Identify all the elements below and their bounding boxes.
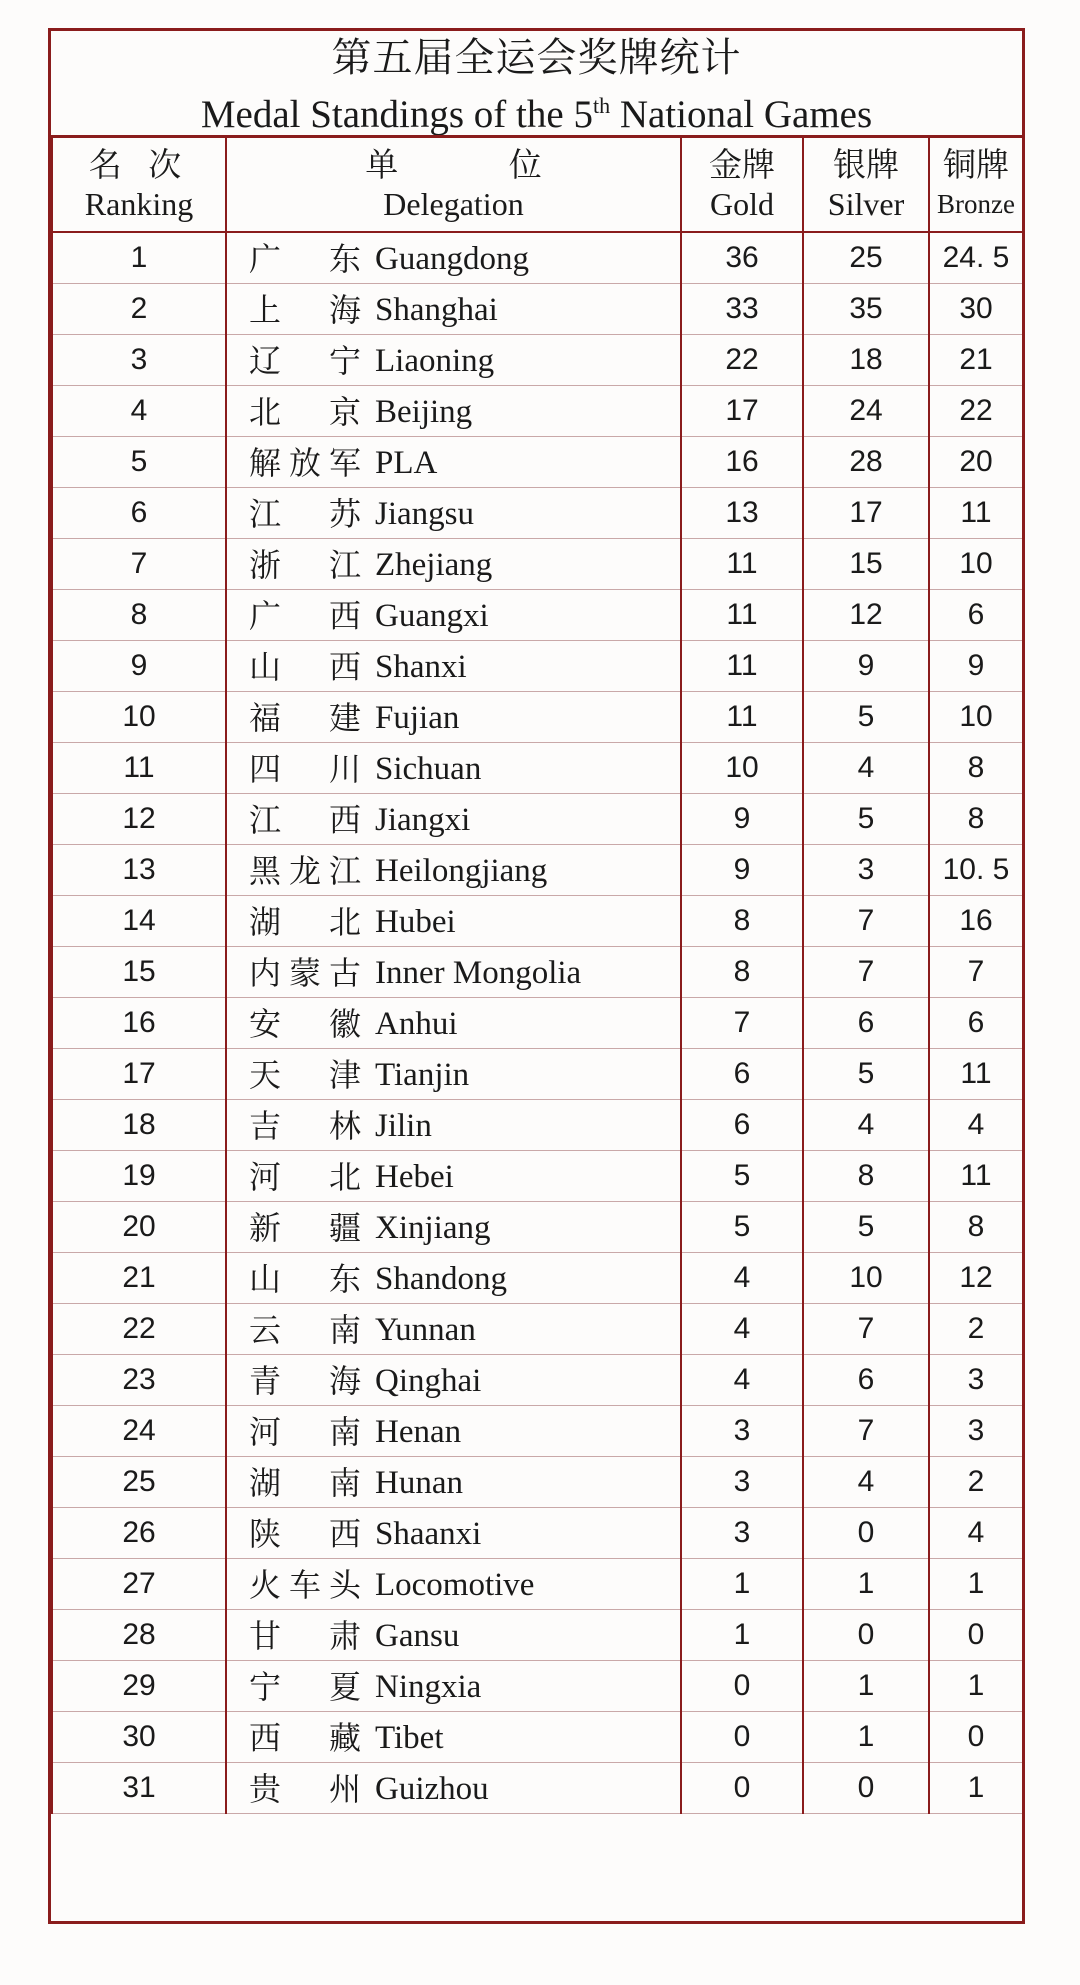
delegation-name-en: Hunan <box>375 1465 463 1502</box>
cell-silver: 18 <box>803 335 929 386</box>
delegation-name-en: Beijing <box>375 394 473 431</box>
header-delegation-cn: 单 位 <box>365 145 542 184</box>
cell-bronze: 8 <box>929 1202 1023 1253</box>
table-row <box>52 539 1023 590</box>
cell-rank: 8 <box>52 590 226 641</box>
cell-gold: 11 <box>681 641 803 692</box>
delegation-name-cn: 北京 <box>249 393 361 432</box>
delegation-name-en: Sichuan <box>375 751 482 788</box>
cell-silver: 0 <box>803 1763 929 1814</box>
medal-table <box>51 135 1024 1814</box>
cell-bronze: 12 <box>929 1253 1023 1304</box>
cell-bronze: 3 <box>929 1406 1023 1457</box>
cell-gold: 36 <box>681 232 803 284</box>
cell-delegation <box>226 896 681 947</box>
cell-bronze: 11 <box>929 1049 1023 1100</box>
cell-silver: 6 <box>803 998 929 1049</box>
table-row <box>52 1610 1023 1661</box>
header-delegation <box>226 136 681 232</box>
cell-delegation <box>226 1661 681 1712</box>
delegation-name-cn: 吉林 <box>249 1107 361 1146</box>
cell-delegation <box>226 1253 681 1304</box>
delegation-name-cn: 浙江 <box>249 546 361 585</box>
cell-gold: 5 <box>681 1202 803 1253</box>
cell-delegation <box>226 539 681 590</box>
cell-rank: 15 <box>52 947 226 998</box>
delegation-name-en: Ningxia <box>375 1669 482 1706</box>
delegation-name-en: Xinjiang <box>375 1210 491 1247</box>
delegation-name-cn: 江西 <box>249 801 361 840</box>
cell-gold: 4 <box>681 1253 803 1304</box>
cell-bronze: 3 <box>929 1355 1023 1406</box>
cell-bronze: 1 <box>929 1763 1023 1814</box>
delegation-name-en: Gansu <box>375 1618 460 1655</box>
cell-bronze: 6 <box>929 998 1023 1049</box>
table-row <box>52 1763 1023 1814</box>
title-block <box>51 31 1022 138</box>
delegation-name-cn: 江苏 <box>249 495 361 534</box>
delegation-name-cn: 火车头 <box>249 1566 361 1605</box>
title-english-suffix: National Games <box>610 93 873 136</box>
delegation-name-en: Heilongjiang <box>375 853 548 890</box>
cell-gold: 1 <box>681 1559 803 1610</box>
table-row <box>52 998 1023 1049</box>
cell-gold: 7 <box>681 998 803 1049</box>
cell-rank: 4 <box>52 386 226 437</box>
cell-gold: 11 <box>681 539 803 590</box>
cell-gold: 6 <box>681 1049 803 1100</box>
cell-delegation <box>226 1202 681 1253</box>
delegation-name-cn: 天津 <box>249 1056 361 1095</box>
table-row <box>52 284 1023 335</box>
cell-bronze: 10. 5 <box>929 845 1023 896</box>
cell-bronze: 7 <box>929 947 1023 998</box>
delegation-name-cn: 黑龙江 <box>249 852 361 891</box>
cell-gold: 0 <box>681 1763 803 1814</box>
cell-rank: 20 <box>52 1202 226 1253</box>
delegation-name-en: Qinghai <box>375 1363 482 1400</box>
cell-bronze: 10 <box>929 539 1023 590</box>
table-row <box>52 1559 1023 1610</box>
header-silver-en: Silver <box>827 186 905 222</box>
cell-bronze: 21 <box>929 335 1023 386</box>
cell-silver: 5 <box>803 1049 929 1100</box>
table-row <box>52 641 1023 692</box>
delegation-name-cn: 湖北 <box>249 903 361 942</box>
delegation-name-cn: 广东 <box>249 240 361 279</box>
cell-delegation <box>226 998 681 1049</box>
cell-rank: 18 <box>52 1100 226 1151</box>
delegation-name-en: Locomotive <box>375 1567 535 1604</box>
cell-silver: 7 <box>803 1304 929 1355</box>
table-row <box>52 1661 1023 1712</box>
cell-bronze: 2 <box>929 1304 1023 1355</box>
delegation-name-cn: 宁夏 <box>249 1668 361 1707</box>
cell-silver: 0 <box>803 1610 929 1661</box>
cell-silver: 15 <box>803 539 929 590</box>
cell-gold: 1 <box>681 1610 803 1661</box>
cell-gold: 0 <box>681 1712 803 1763</box>
cell-gold: 9 <box>681 794 803 845</box>
cell-silver: 7 <box>803 1406 929 1457</box>
cell-gold: 4 <box>681 1304 803 1355</box>
cell-delegation <box>226 794 681 845</box>
delegation-name-cn: 贵州 <box>249 1770 361 1809</box>
header-bronze <box>929 136 1023 232</box>
delegation-name-cn: 辽宁 <box>249 342 361 381</box>
delegation-name-cn: 新疆 <box>249 1209 361 1248</box>
header-row <box>52 136 1023 232</box>
cell-delegation <box>226 232 681 284</box>
delegation-name-en: Shanxi <box>375 649 467 686</box>
delegation-name-cn: 西藏 <box>249 1719 361 1758</box>
cell-gold: 11 <box>681 692 803 743</box>
cell-gold: 33 <box>681 284 803 335</box>
delegation-name-cn: 青海 <box>249 1362 361 1401</box>
cell-silver: 1 <box>803 1661 929 1712</box>
table-row <box>52 1457 1023 1508</box>
cell-silver: 5 <box>803 692 929 743</box>
cell-silver: 7 <box>803 896 929 947</box>
delegation-name-en: Henan <box>375 1414 462 1451</box>
cell-delegation <box>226 1151 681 1202</box>
delegation-name-cn: 内蒙古 <box>249 954 361 993</box>
cell-bronze: 2 <box>929 1457 1023 1508</box>
cell-silver: 7 <box>803 947 929 998</box>
table-row <box>52 1202 1023 1253</box>
delegation-name-cn: 河南 <box>249 1413 361 1452</box>
delegation-name-en: Jiangsu <box>375 496 474 533</box>
cell-rank: 30 <box>52 1712 226 1763</box>
cell-rank: 16 <box>52 998 226 1049</box>
header-gold-cn: 金牌 <box>709 145 775 184</box>
cell-bronze: 6 <box>929 590 1023 641</box>
delegation-name-en: Fujian <box>375 700 460 737</box>
table-row <box>52 743 1023 794</box>
cell-delegation <box>226 1610 681 1661</box>
header-silver <box>803 136 929 232</box>
cell-gold: 16 <box>681 437 803 488</box>
delegation-name-en: Yunnan <box>375 1312 476 1349</box>
table-row <box>52 590 1023 641</box>
cell-gold: 8 <box>681 947 803 998</box>
table-row <box>52 1253 1023 1304</box>
cell-rank: 11 <box>52 743 226 794</box>
cell-rank: 5 <box>52 437 226 488</box>
delegation-name-en: Tianjin <box>375 1057 470 1094</box>
cell-gold: 11 <box>681 590 803 641</box>
table-row <box>52 1100 1023 1151</box>
cell-rank: 28 <box>52 1610 226 1661</box>
cell-gold: 10 <box>681 743 803 794</box>
cell-gold: 4 <box>681 1355 803 1406</box>
cell-silver: 3 <box>803 845 929 896</box>
cell-delegation <box>226 284 681 335</box>
cell-rank: 3 <box>52 335 226 386</box>
cell-gold: 8 <box>681 896 803 947</box>
header-rank-cn: 名 次 <box>88 145 190 184</box>
cell-delegation <box>226 1712 681 1763</box>
cell-silver: 28 <box>803 437 929 488</box>
delegation-name-cn: 湖南 <box>249 1464 361 1503</box>
cell-silver: 0 <box>803 1508 929 1559</box>
delegation-name-cn: 安徽 <box>249 1005 361 1044</box>
title-english <box>51 83 1022 138</box>
title-english-prefix: Medal Standings of the 5 <box>200 93 593 136</box>
cell-bronze: 0 <box>929 1712 1023 1763</box>
header-bronze-cn: 铜牌 <box>943 145 1009 184</box>
table-row <box>52 488 1023 539</box>
cell-rank: 26 <box>52 1508 226 1559</box>
cell-delegation <box>226 1457 681 1508</box>
header-gold <box>681 136 803 232</box>
cell-delegation <box>226 947 681 998</box>
table-row <box>52 947 1023 998</box>
header-silver-cn: 银牌 <box>833 145 899 184</box>
cell-gold: 3 <box>681 1406 803 1457</box>
header-rank <box>52 136 226 232</box>
cell-silver: 1 <box>803 1712 929 1763</box>
cell-bronze: 4 <box>929 1100 1023 1151</box>
delegation-name-en: Shaanxi <box>375 1516 482 1553</box>
delegation-name-cn: 甘肃 <box>249 1617 361 1656</box>
cell-bronze: 1 <box>929 1559 1023 1610</box>
cell-delegation <box>226 1304 681 1355</box>
cell-bronze: 0 <box>929 1610 1023 1661</box>
cell-rank: 31 <box>52 1763 226 1814</box>
cell-silver: 5 <box>803 794 929 845</box>
cell-rank: 23 <box>52 1355 226 1406</box>
cell-bronze: 11 <box>929 1151 1023 1202</box>
cell-bronze: 8 <box>929 743 1023 794</box>
table-row <box>52 1406 1023 1457</box>
cell-rank: 12 <box>52 794 226 845</box>
table-row <box>52 437 1023 488</box>
cell-delegation <box>226 641 681 692</box>
delegation-name-cn: 河北 <box>249 1158 361 1197</box>
cell-delegation <box>226 1355 681 1406</box>
cell-rank: 22 <box>52 1304 226 1355</box>
cell-delegation <box>226 1406 681 1457</box>
table-row <box>52 386 1023 437</box>
delegation-name-cn: 上海 <box>249 291 361 330</box>
medal-table-sheet <box>48 28 1025 1924</box>
cell-delegation <box>226 692 681 743</box>
cell-rank: 2 <box>52 284 226 335</box>
cell-delegation <box>226 743 681 794</box>
table-row <box>52 335 1023 386</box>
delegation-name-en: Tibet <box>375 1720 444 1757</box>
table-row <box>52 1508 1023 1559</box>
table-row <box>52 232 1023 284</box>
cell-delegation <box>226 590 681 641</box>
delegation-name-en: Zhejiang <box>375 547 493 584</box>
table-row <box>52 1355 1023 1406</box>
header-delegation-en: Delegation <box>383 186 524 222</box>
cell-silver: 12 <box>803 590 929 641</box>
delegation-name-en: Shanghai <box>375 292 498 329</box>
delegation-name-cn: 云南 <box>249 1311 361 1350</box>
cell-rank: 13 <box>52 845 226 896</box>
cell-rank: 6 <box>52 488 226 539</box>
delegation-name-en: Hebei <box>375 1159 454 1196</box>
cell-silver: 6 <box>803 1355 929 1406</box>
delegation-name-cn: 山西 <box>249 648 361 687</box>
cell-silver: 4 <box>803 1100 929 1151</box>
cell-rank: 29 <box>52 1661 226 1712</box>
delegation-name-en: Guizhou <box>375 1771 489 1808</box>
delegation-name-en: Shandong <box>375 1261 507 1298</box>
cell-bronze: 24. 5 <box>929 232 1023 284</box>
table-row <box>52 1151 1023 1202</box>
cell-rank: 14 <box>52 896 226 947</box>
cell-delegation <box>226 488 681 539</box>
delegation-name-cn: 山东 <box>249 1260 361 1299</box>
table-body <box>52 232 1023 1814</box>
cell-rank: 19 <box>52 1151 226 1202</box>
cell-gold: 3 <box>681 1457 803 1508</box>
cell-delegation <box>226 386 681 437</box>
cell-rank: 24 <box>52 1406 226 1457</box>
cell-silver: 4 <box>803 743 929 794</box>
delegation-name-en: Anhui <box>375 1006 458 1043</box>
cell-bronze: 9 <box>929 641 1023 692</box>
cell-gold: 3 <box>681 1508 803 1559</box>
cell-delegation <box>226 1100 681 1151</box>
cell-rank: 25 <box>52 1457 226 1508</box>
cell-gold: 5 <box>681 1151 803 1202</box>
table-row <box>52 1712 1023 1763</box>
cell-silver: 9 <box>803 641 929 692</box>
cell-delegation <box>226 335 681 386</box>
cell-delegation <box>226 845 681 896</box>
delegation-name-cn: 陕西 <box>249 1515 361 1554</box>
delegation-name-en: Guangdong <box>375 241 529 278</box>
cell-silver: 5 <box>803 1202 929 1253</box>
cell-rank: 17 <box>52 1049 226 1100</box>
delegation-name-cn: 福建 <box>249 699 361 738</box>
cell-rank: 7 <box>52 539 226 590</box>
delegation-name-en: Jiangxi <box>375 802 471 839</box>
delegation-name-cn: 解放军 <box>249 444 361 483</box>
table-row <box>52 896 1023 947</box>
cell-silver: 4 <box>803 1457 929 1508</box>
cell-gold: 9 <box>681 845 803 896</box>
delegation-name-en: Inner Mongolia <box>375 955 582 992</box>
cell-delegation <box>226 1763 681 1814</box>
cell-bronze: 10 <box>929 692 1023 743</box>
cell-bronze: 11 <box>929 488 1023 539</box>
cell-silver: 35 <box>803 284 929 335</box>
cell-bronze: 8 <box>929 794 1023 845</box>
cell-rank: 21 <box>52 1253 226 1304</box>
delegation-name-en: Hubei <box>375 904 456 941</box>
table-row <box>52 1049 1023 1100</box>
cell-silver: 24 <box>803 386 929 437</box>
title-english-superscript: th <box>592 93 611 118</box>
cell-silver: 17 <box>803 488 929 539</box>
cell-bronze: 22 <box>929 386 1023 437</box>
delegation-name-cn: 四川 <box>249 750 361 789</box>
header-rank-en: Ranking <box>84 186 194 222</box>
cell-bronze: 20 <box>929 437 1023 488</box>
table-row <box>52 845 1023 896</box>
delegation-name-en: Guangxi <box>375 598 489 635</box>
cell-rank: 10 <box>52 692 226 743</box>
header-bronze-en: Bronze <box>937 189 1015 219</box>
header-gold-en: Gold <box>710 186 774 222</box>
cell-gold: 13 <box>681 488 803 539</box>
cell-rank: 1 <box>52 232 226 284</box>
title-chinese: 第五届全运会奖牌统计 <box>331 35 742 81</box>
cell-silver: 1 <box>803 1559 929 1610</box>
cell-bronze: 4 <box>929 1508 1023 1559</box>
delegation-name-en: Liaoning <box>375 343 495 380</box>
cell-rank: 27 <box>52 1559 226 1610</box>
table-row <box>52 1304 1023 1355</box>
cell-bronze: 30 <box>929 284 1023 335</box>
cell-rank: 9 <box>52 641 226 692</box>
delegation-name-cn: 广西 <box>249 597 361 636</box>
cell-gold: 17 <box>681 386 803 437</box>
cell-silver: 25 <box>803 232 929 284</box>
cell-delegation <box>226 1049 681 1100</box>
delegation-name-en: Jilin <box>375 1108 432 1145</box>
cell-gold: 6 <box>681 1100 803 1151</box>
cell-gold: 0 <box>681 1661 803 1712</box>
cell-delegation <box>226 437 681 488</box>
cell-gold: 22 <box>681 335 803 386</box>
cell-bronze: 16 <box>929 896 1023 947</box>
cell-silver: 8 <box>803 1151 929 1202</box>
delegation-name-en: PLA <box>375 445 438 482</box>
table-row <box>52 692 1023 743</box>
cell-delegation <box>226 1508 681 1559</box>
cell-delegation <box>226 1559 681 1610</box>
table-row <box>52 794 1023 845</box>
cell-bronze: 1 <box>929 1661 1023 1712</box>
cell-silver: 10 <box>803 1253 929 1304</box>
